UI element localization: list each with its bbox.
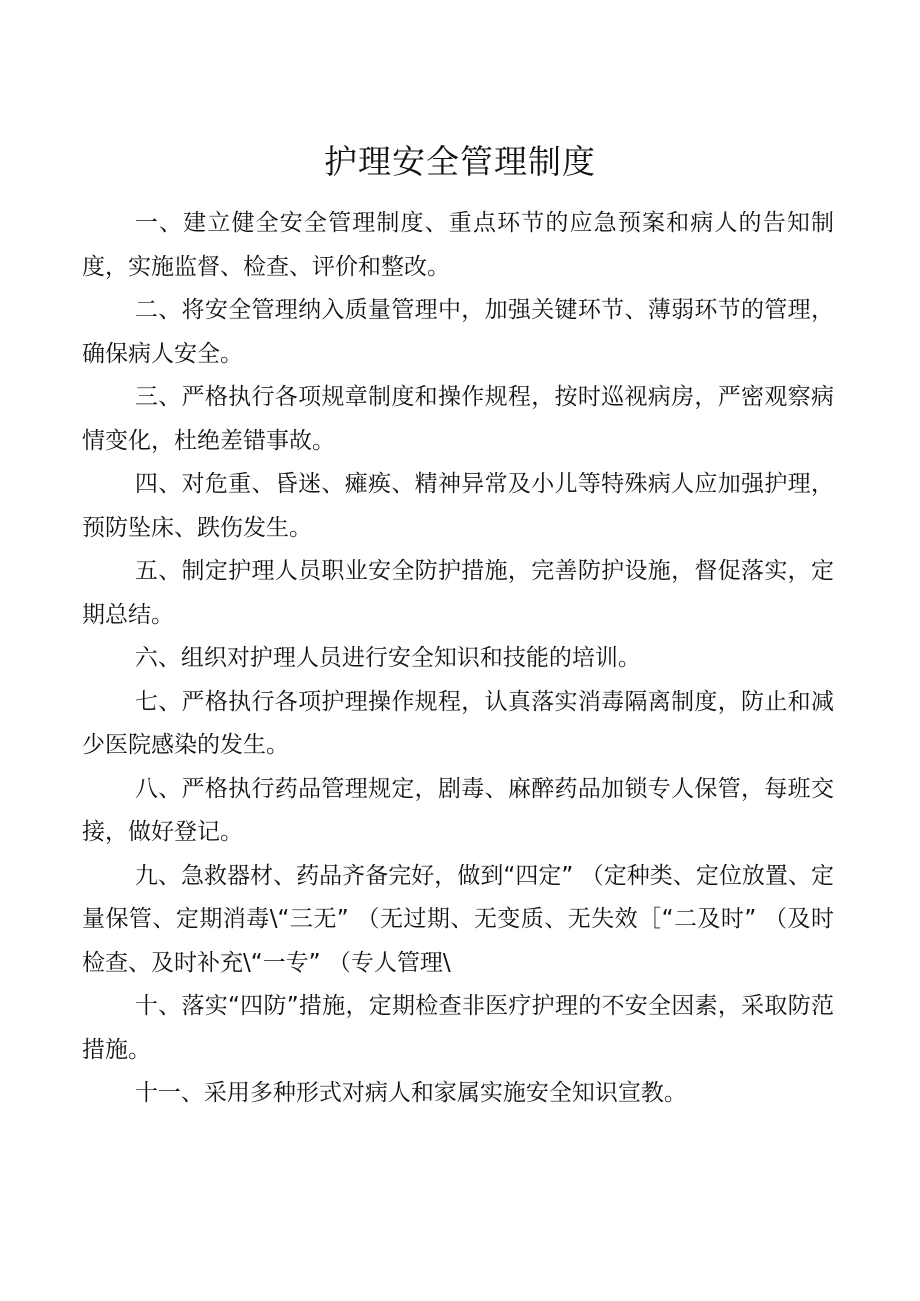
rule-paragraph-3: 三、严格执行各项规章制度和操作规程，按时巡视病房，严密观察病情变化，杜绝差错事故。 — [82, 384, 834, 454]
document-body — [82, 202, 834, 1116]
rule-paragraph-10: 十、落实“四防”措施，定期检查非医疗护理的不安全因素，采取防范措施。 — [82, 993, 834, 1063]
document-title: 护理安全管理制度 — [324, 142, 596, 181]
rule-paragraph-11: 十一、采用多种形式对病人和家属实施安全知识宣教。 — [134, 1080, 687, 1106]
rule-paragraph-4: 四、对危重、昏迷、瘫痪、精神异常及小儿等特殊病人应加强护理，预防坠床、跌伤发生。 — [82, 471, 834, 541]
rule-paragraph-5: 五、制定护理人员职业安全防护措施，完善防护设施，督促落实，定期总结。 — [82, 558, 834, 628]
rule-paragraph-7: 七、严格执行各项护理操作规程，认真落实消毒隔离制度，防止和减少医院感染的发生。 — [82, 688, 834, 758]
rule-paragraph-8: 八、严格执行药品管理规定，剧毒、麻醉药品加锁专人保管，每班交接，做好登记。 — [82, 775, 834, 845]
rule-paragraph-9: 九、急救器材、药品齐备完好，做到“四定” （定种类、定位放置、定量保管、定期消毒\“三无” （无过期、无变质、无失效［“二及时” （及时检查、及时补充\“一专” （专人管理\ — [82, 862, 834, 976]
rule-paragraph-1: 一、建立健全安全管理制度、重点环节的应急预案和病人的告知制度，实施监督、检查、评价和整改。 — [82, 210, 834, 280]
rule-paragraph-6: 六、组织对护理人员进行安全知识和技能的培训。 — [134, 645, 641, 671]
rule-paragraph-2: 二、将安全管理纳入质量管理中，加强关键环节、薄弱环节的管理，确保病人安全。 — [82, 297, 834, 367]
